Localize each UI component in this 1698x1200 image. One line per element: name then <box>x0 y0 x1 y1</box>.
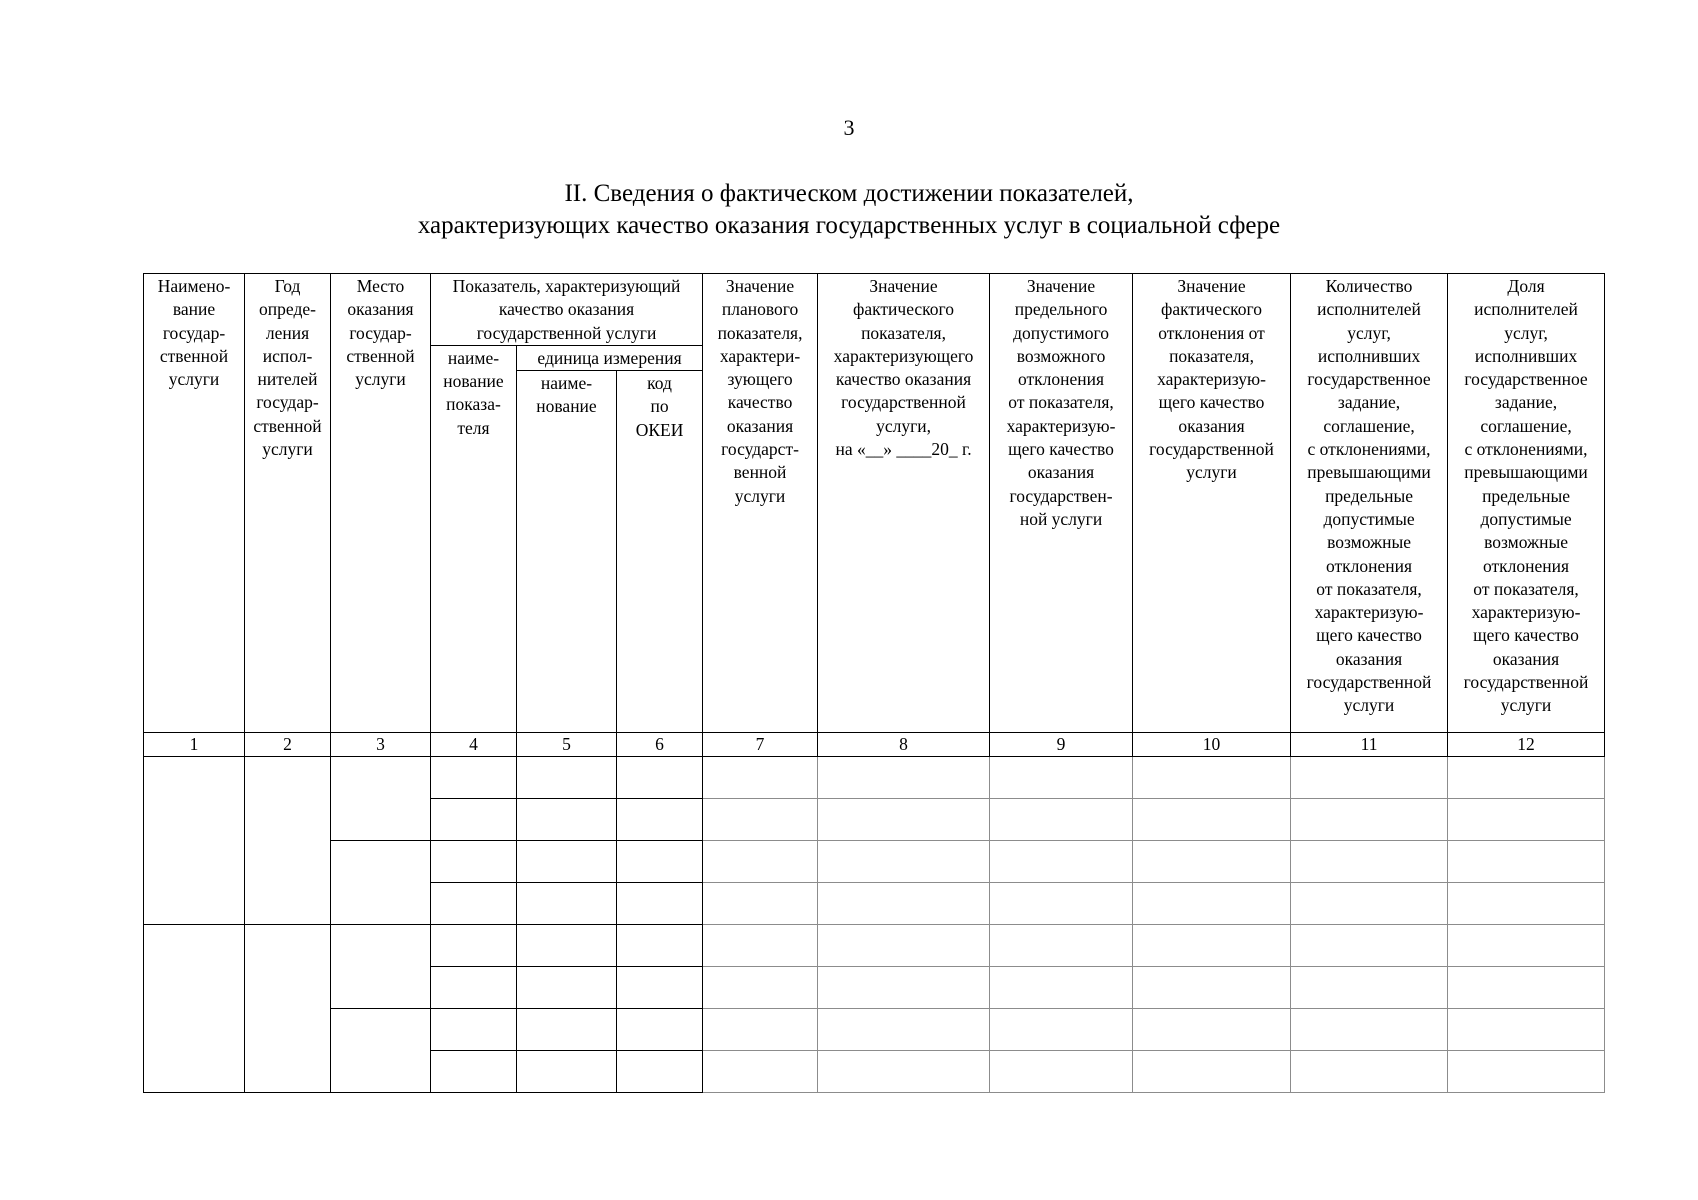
actual-value-cell[interactable] <box>818 757 990 799</box>
column-number: 2 <box>245 733 331 757</box>
header-text-line: отклонения <box>1017 369 1105 390</box>
header-text-line: оказания <box>347 299 414 320</box>
header-text-line: допустимые <box>1480 508 1572 529</box>
header-text-line: теля <box>457 417 490 438</box>
header-text-line: услуги <box>1186 462 1237 483</box>
header-text-line: фактического <box>853 299 955 320</box>
column-number: 10 <box>1133 733 1291 757</box>
executors-count-cell[interactable] <box>1291 883 1448 925</box>
header-text-line: нителей <box>257 369 318 390</box>
unit-name-cell[interactable] <box>517 1009 617 1051</box>
header-text-line: Значение <box>869 276 938 296</box>
indicator-name-cell[interactable] <box>431 967 517 1009</box>
unit-name-cell[interactable] <box>517 883 617 925</box>
column-number: 11 <box>1291 733 1448 757</box>
header-text-line: Показатель, характеризующий <box>452 276 681 296</box>
actual-deviation-cell[interactable] <box>1133 757 1291 799</box>
header-text-line: наиме- <box>540 373 593 394</box>
unit-name-cell[interactable] <box>517 757 617 799</box>
section-title <box>0 178 1698 242</box>
header-text-line: услуги <box>355 369 406 390</box>
header-text-line: щего качество <box>1158 392 1265 413</box>
header-text-line: характеризую- <box>1314 602 1424 623</box>
executors-share-cell[interactable] <box>1448 757 1605 799</box>
actual-value-cell[interactable] <box>818 1051 990 1093</box>
planned-value-cell[interactable] <box>703 883 818 925</box>
actual-value-cell[interactable] <box>818 883 990 925</box>
header-quality-indicator <box>431 274 703 346</box>
unit-name-cell[interactable] <box>517 799 617 841</box>
okei-code-cell[interactable] <box>617 925 703 967</box>
column-number: 5 <box>517 733 617 757</box>
okei-code-cell[interactable] <box>617 1051 703 1093</box>
header-text-line: опреде- <box>259 299 316 320</box>
header-text-line: щего качество <box>1008 439 1114 460</box>
unit-name-cell[interactable] <box>517 925 617 967</box>
header-text-line: услуг, <box>1504 322 1548 343</box>
header-text-line: исполнителей <box>1474 299 1578 320</box>
header-text-line: допустимого <box>1013 322 1109 343</box>
header-text-line: качество <box>727 392 793 413</box>
header-text-line: Место <box>356 276 405 296</box>
header-text-line: венной <box>733 462 787 483</box>
header-text-line: щего качество <box>1316 625 1422 646</box>
header-text-line: превышающими <box>1464 462 1588 483</box>
header-indicator-name <box>431 345 517 732</box>
year-cell[interactable] <box>245 757 331 925</box>
actual-value-cell[interactable] <box>818 967 990 1009</box>
okei-code-cell[interactable] <box>617 841 703 883</box>
indicator-name-cell[interactable] <box>431 1051 517 1093</box>
executors-count-cell[interactable] <box>1291 799 1448 841</box>
header-text-line: государ- <box>349 322 412 343</box>
header-text-line: задание, <box>1337 392 1401 413</box>
header-text-line: ственной <box>159 345 229 366</box>
header-text-line: на «__» ____20_ г. <box>835 439 972 460</box>
header-text-line: фактического <box>1161 299 1263 320</box>
header-text-line: возможные <box>1484 532 1568 553</box>
executors-share-cell[interactable] <box>1448 967 1605 1009</box>
header-okei-code <box>617 371 703 733</box>
header-text-line: характеризующего <box>833 345 974 366</box>
planned-value-cell[interactable] <box>703 925 818 967</box>
executors-count-cell[interactable] <box>1291 967 1448 1009</box>
indicator-name-cell[interactable] <box>431 925 517 967</box>
header-place <box>331 274 431 733</box>
header-text-line: возможные <box>1327 532 1411 553</box>
header-text-line: ственной <box>346 345 415 366</box>
indicator-name-cell[interactable] <box>431 841 517 883</box>
header-text-line: Год <box>274 276 301 296</box>
table-row <box>144 757 1605 799</box>
place-cell[interactable] <box>331 1009 431 1093</box>
column-number: 12 <box>1448 733 1605 757</box>
executors-share-cell[interactable] <box>1448 925 1605 967</box>
max-deviation-cell[interactable] <box>990 1051 1133 1093</box>
header-year <box>245 274 331 733</box>
header-text-line: государственное <box>1464 369 1588 390</box>
actual-deviation-cell[interactable] <box>1133 925 1291 967</box>
header-text-line: испол- <box>262 345 313 366</box>
actual-deviation-cell[interactable] <box>1133 967 1291 1009</box>
header-planned-value <box>703 274 818 733</box>
header-unit-name <box>517 371 617 733</box>
header-text-line: показателя, <box>1169 345 1254 366</box>
executors-count-cell[interactable] <box>1291 1009 1448 1051</box>
indicator-name-cell[interactable] <box>431 1009 517 1051</box>
actual-deviation-cell[interactable] <box>1133 799 1291 841</box>
header-text-line: нование <box>536 396 597 417</box>
okei-code-cell[interactable] <box>617 757 703 799</box>
header-text-line: характери- <box>719 345 801 366</box>
header-text-line: от показателя, <box>1008 392 1114 413</box>
actual-deviation-cell[interactable] <box>1133 1051 1291 1093</box>
header-text-line: предельные <box>1482 485 1570 506</box>
actual-value-cell[interactable] <box>818 841 990 883</box>
executors-share-cell[interactable] <box>1448 883 1605 925</box>
header-text-line: по <box>650 396 669 417</box>
header-text-line: ственной <box>253 415 322 436</box>
header-executors-count <box>1291 274 1448 733</box>
max-deviation-cell[interactable] <box>990 1009 1133 1051</box>
header-text-line: государст- <box>721 439 799 460</box>
header-text-line: оказания <box>1335 648 1403 669</box>
header-text-line: допустимые <box>1323 508 1415 529</box>
okei-code-cell[interactable] <box>617 1009 703 1051</box>
header-text-line: исполнивших <box>1317 345 1421 366</box>
header-text-line: задание, <box>1494 392 1558 413</box>
header-text-line: Доля <box>1507 276 1545 296</box>
header-text-line: исполнивших <box>1474 345 1578 366</box>
header-text-line: вание <box>172 299 216 320</box>
header-max-deviation <box>990 274 1133 733</box>
okei-code-cell[interactable] <box>617 967 703 1009</box>
planned-value-cell[interactable] <box>703 841 818 883</box>
header-text-line: государствен- <box>1009 485 1113 506</box>
executors-count-cell[interactable] <box>1291 841 1448 883</box>
header-text-line: государ- <box>256 392 319 413</box>
header-text-line: отклонения <box>1325 555 1413 576</box>
executors-share-cell[interactable] <box>1448 1051 1605 1093</box>
header-text-line: государственной <box>1149 439 1274 460</box>
table-row <box>144 925 1605 967</box>
header-text-line: щего качество <box>1473 625 1579 646</box>
header-text-line: государ- <box>162 322 226 343</box>
header-text-line: услуги <box>1500 695 1552 716</box>
max-deviation-cell[interactable] <box>990 967 1133 1009</box>
planned-value-cell[interactable] <box>703 1051 818 1093</box>
unit-name-cell[interactable] <box>517 841 617 883</box>
header-text-line: Количество <box>1325 276 1413 296</box>
table-row <box>144 841 1605 883</box>
actual-deviation-cell[interactable] <box>1133 841 1291 883</box>
actual-value-cell[interactable] <box>818 799 990 841</box>
header-text-line: характеризую- <box>1006 415 1116 436</box>
header-text-line: нование <box>443 371 504 392</box>
column-numbers-row <box>144 733 1605 757</box>
planned-value-cell[interactable] <box>703 799 818 841</box>
header-text-line: оказания <box>1027 462 1095 483</box>
header-text-line: государственной услуги <box>476 322 657 343</box>
planned-value-cell[interactable] <box>703 757 818 799</box>
title-line-1: II. Сведения о фактическом достижении показателей, <box>564 180 1134 207</box>
service-name-cell[interactable] <box>144 925 245 1093</box>
header-text-line: показателя, <box>861 322 946 343</box>
header-text-line: Наимено- <box>157 276 231 296</box>
header-actual-deviation <box>1133 274 1291 733</box>
column-number: 9 <box>990 733 1133 757</box>
executors-share-cell[interactable] <box>1448 841 1605 883</box>
executors-count-cell[interactable] <box>1291 757 1448 799</box>
header-text-line: ной услуги <box>1019 508 1103 529</box>
header-text-line: с отклонениями, <box>1307 439 1431 460</box>
column-number: 4 <box>431 733 517 757</box>
header-text-line: качество оказания <box>498 299 635 320</box>
header-text-line: превышающими <box>1307 462 1431 483</box>
header-text-line: Значение <box>1026 276 1096 296</box>
page-number: 3 <box>843 115 855 140</box>
header-text-line: услуги, <box>876 415 931 436</box>
executors-count-cell[interactable] <box>1291 925 1448 967</box>
executors-share-cell[interactable] <box>1448 1009 1605 1051</box>
indicator-name-cell[interactable] <box>431 799 517 841</box>
header-text-line: отклонения <box>1482 555 1570 576</box>
actual-value-cell[interactable] <box>818 1009 990 1051</box>
header-text-line: ОКЕИ <box>635 419 684 440</box>
indicator-name-cell[interactable] <box>431 883 517 925</box>
header-executors-share <box>1448 274 1605 733</box>
header-text-line: характеризую- <box>1157 369 1266 390</box>
column-number: 7 <box>703 733 818 757</box>
header-text-line: характеризую- <box>1471 602 1581 623</box>
header-text-line: предельные <box>1325 485 1413 506</box>
executors-share-cell[interactable] <box>1448 799 1605 841</box>
header-actual-value <box>818 274 990 733</box>
table-row <box>144 1009 1605 1051</box>
header-text-line: отклонения от <box>1158 322 1265 343</box>
indicator-name-cell[interactable] <box>431 757 517 799</box>
max-deviation-cell[interactable] <box>990 841 1133 883</box>
column-number: 1 <box>144 733 245 757</box>
header-text-line: наиме- <box>447 347 500 368</box>
header-text-line: Значение <box>725 276 795 296</box>
header-service-name <box>144 274 245 733</box>
title-line-2: характеризующих качество оказания государственных услуг в социальной сфере <box>417 212 1281 239</box>
column-number: 3 <box>331 733 431 757</box>
header-text-line: от показателя, <box>1316 578 1422 599</box>
header-text-line: услуг, <box>1347 322 1391 343</box>
header-text-line: код <box>647 373 672 394</box>
header-unit: единица измерения <box>517 345 703 370</box>
unit-name-cell[interactable] <box>517 1051 617 1093</box>
actual-value-cell[interactable] <box>818 925 990 967</box>
header-text-line: от показателя, <box>1473 578 1579 599</box>
header-text-line: показа- <box>446 394 501 415</box>
header-text-line: ления <box>265 322 310 343</box>
header-text-line: качество оказания <box>835 369 972 390</box>
header-text-line: возможного <box>1016 345 1106 366</box>
header-text-line: государственной <box>841 392 966 413</box>
header-text-line: государственной <box>1306 672 1432 693</box>
header-text-line: государственное <box>1307 369 1431 390</box>
column-number: 8 <box>818 733 990 757</box>
header-text-line: предельного <box>1014 299 1108 320</box>
actual-deviation-cell[interactable] <box>1133 883 1291 925</box>
place-cell[interactable] <box>331 925 431 1009</box>
max-deviation-cell[interactable] <box>990 925 1133 967</box>
header-text-line: Значение <box>1177 276 1246 296</box>
header-text-line: показателя, <box>717 322 803 343</box>
max-deviation-cell[interactable] <box>990 883 1133 925</box>
header-text-line: зующего <box>727 369 793 390</box>
planned-value-cell[interactable] <box>703 967 818 1009</box>
max-deviation-cell[interactable] <box>990 757 1133 799</box>
indicators-table <box>143 273 1605 1093</box>
okei-code-cell[interactable] <box>617 883 703 925</box>
header-text-line: планового <box>721 299 799 320</box>
header-text-line: услуги <box>262 439 313 460</box>
place-cell[interactable] <box>331 841 431 925</box>
okei-code-cell[interactable] <box>617 799 703 841</box>
header-text-line: оказания <box>1178 415 1245 436</box>
header-text-line: оказания <box>726 415 794 436</box>
unit-name-cell[interactable] <box>517 967 617 1009</box>
service-name-cell[interactable] <box>144 757 245 925</box>
header-text-line: услуги <box>168 369 220 390</box>
header-text-line: государственной <box>1463 672 1589 693</box>
header-text-line: оказания <box>1492 648 1560 669</box>
header-text-line: исполнителей <box>1317 299 1421 320</box>
place-cell[interactable] <box>331 757 431 841</box>
column-number: 6 <box>617 733 703 757</box>
header-text-line: соглашение, <box>1480 415 1572 436</box>
year-cell[interactable] <box>245 925 331 1093</box>
header-text-line: с отклонениями, <box>1464 439 1588 460</box>
actual-deviation-cell[interactable] <box>1133 1009 1291 1051</box>
planned-value-cell[interactable] <box>703 1009 818 1051</box>
header-text-line: услуги <box>1343 695 1395 716</box>
executors-count-cell[interactable] <box>1291 1051 1448 1093</box>
max-deviation-cell[interactable] <box>990 799 1133 841</box>
header-text-line: соглашение, <box>1323 415 1415 436</box>
header-text-line: услуги <box>734 485 786 506</box>
